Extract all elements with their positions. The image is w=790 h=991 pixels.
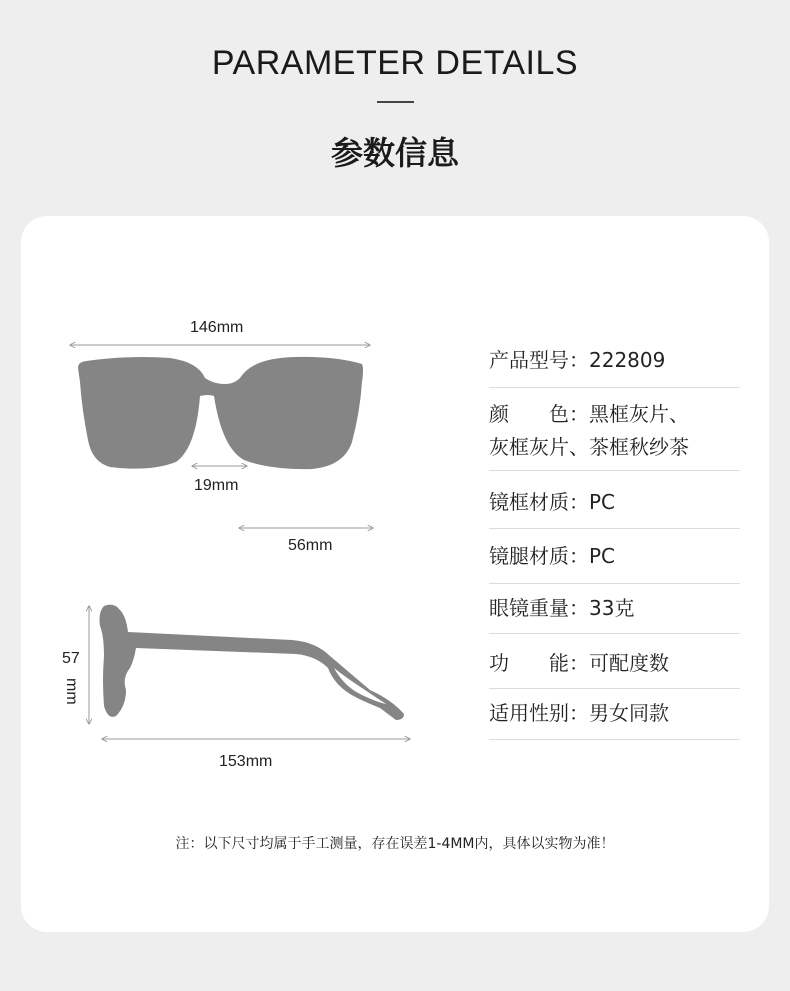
spec-model-text: 产品型号：222809 (489, 348, 666, 372)
lens-width-label: 56mm (288, 537, 333, 554)
bridge-label: 19mm (194, 477, 239, 494)
height-label-value: 57 (62, 650, 80, 667)
spec-color-text-line2: 灰框灰片、茶框秋纱茶 (489, 435, 689, 459)
spec-frame-material-text: 镜框材质：PC (489, 490, 616, 514)
spec-row-model (489, 344, 740, 388)
measurement-note: 注：以下尺寸均属于手工测量，存在误差1-4MM内，具体以实物为准！ (175, 836, 615, 852)
spec-weight-text: 眼镜重量：33克 (489, 596, 635, 620)
spec-row-color (489, 398, 740, 471)
spec-gender-text: 适用性别：男女同款 (489, 701, 669, 725)
spec-row-weight (489, 592, 740, 634)
spec-row-function (489, 647, 740, 689)
glasses-side-view (100, 605, 405, 720)
total-width-label: 146mm (190, 319, 244, 336)
spec-row-frame-material (489, 486, 740, 529)
spec-temple-material-text: 镜腿材质：PC (489, 544, 616, 568)
spec-function-text: 功 能：可配度数 (489, 651, 669, 675)
spec-color-text: 颜 色：黑框灰片、 (489, 402, 689, 426)
glasses-front-view (78, 357, 363, 469)
height-label-unit: mm (63, 678, 80, 705)
spec-row-temple-material (489, 540, 740, 584)
page-subtitle: 参数信息 (330, 134, 459, 172)
temple-length-label: 153mm (219, 753, 273, 770)
spec-row-gender (489, 697, 740, 740)
page-title: PARAMETER DETAILS (211, 44, 579, 82)
